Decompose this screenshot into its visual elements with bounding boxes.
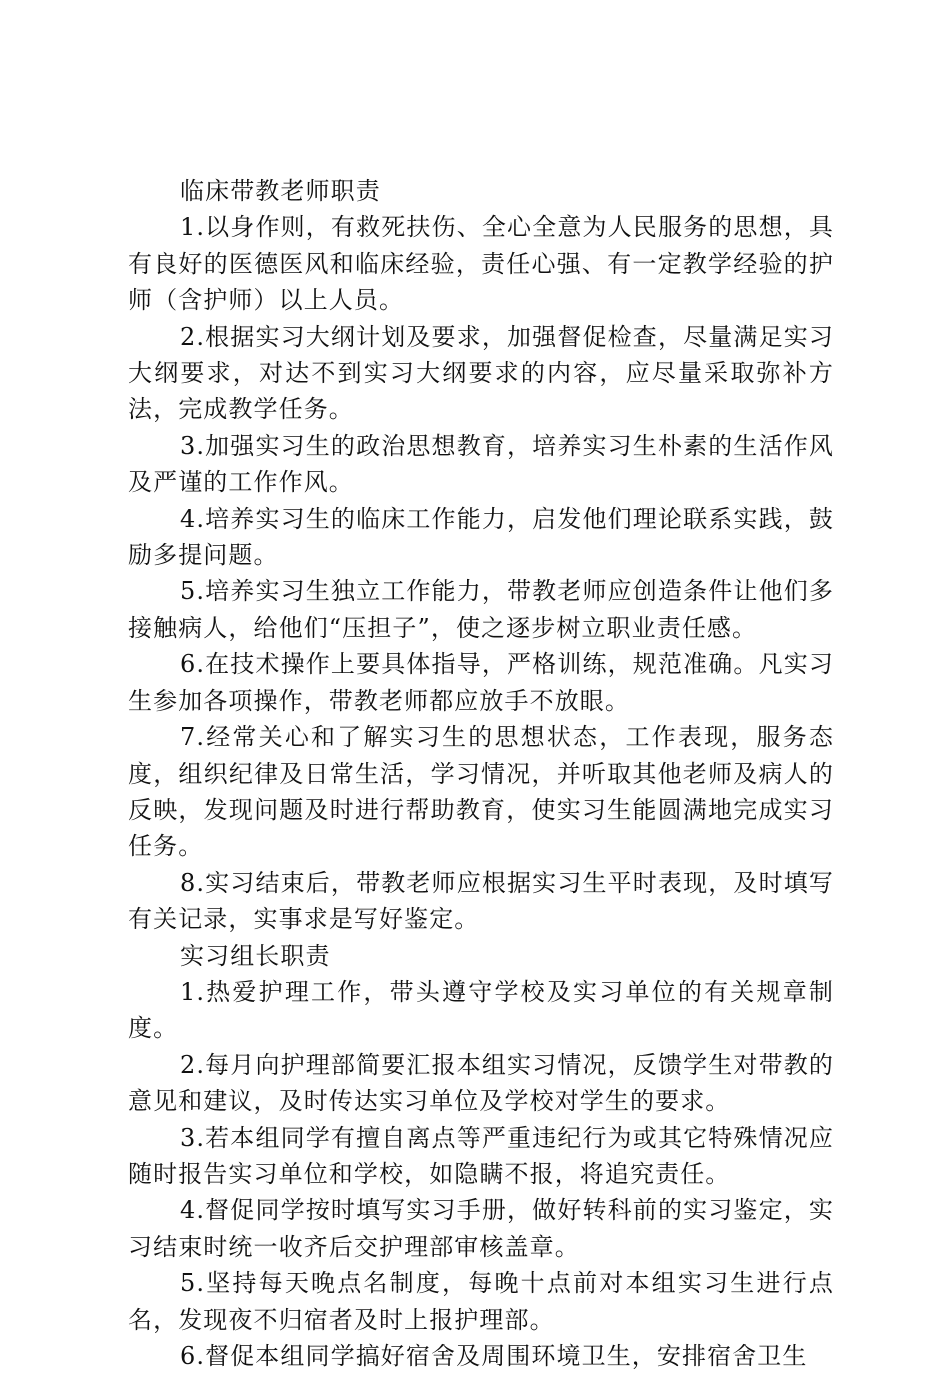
teacher-duty-item-1: 1.以身作则，有救死扶伤、全心全意为人民服务的思想，具有良好的医德医风和临床经验，责任心强、有一定教学经验的护师（含护师）以上人员。: [128, 213, 834, 315]
leader-duty-item-1: 1.热爱护理工作，带头遵守学校及实习单位的有关规章制度。: [128, 977, 834, 1043]
teacher-duty-item-8: 8.实习结束后，带教老师应根据实习生平时表现，及时填写有关记录，实事求是写好鉴定。: [128, 868, 834, 934]
teacher-duty-item-3: 3.加强实习生的政治思想教育，培养实习生朴素的生活作风及严谨的工作作风。: [128, 431, 834, 497]
teacher-duty-item-4: 4.培养实习生的临床工作能力，启发他们理论联系实践，鼓励多提问题。: [128, 504, 834, 570]
leader-duty-item-4: 4.督促同学按时填写实习手册，做好转科前的实习鉴定，实习结束时统一收齐后交护理部审核盖章。: [128, 1196, 834, 1261]
leader-duty-item-3: 3.若本组同学有擅自离点等严重违纪行为或其它特殊情况应随时报告实习单位和学校，如隐瞒不报，将追究责任。: [128, 1123, 834, 1188]
section-title-group-leader-duties: 实习组长职责: [180, 941, 331, 970]
teacher-duty-item-2: 2.根据实习大纲计划及要求，加强督促检查，尽量满足实习大纲要求，对达不到实习大纲要求的内容，应尽量采取弥补方法，完成教学任务。: [128, 322, 834, 424]
section-title-teacher-duties: 临床带教老师职责: [180, 177, 381, 205]
teacher-duty-item-5: 5.培养实习生独立工作能力，带教老师应创造条件让他们多接触病人，给他们“压担子”，使之逐步树立职业责任感。: [128, 577, 834, 642]
teacher-duty-item-7: 7.经常关心和了解实习生的思想状态，工作表现，服务态度，组织纪律及日常生活，学习情况，并听取其他老师及病人的反映，发现问题及时进行帮助教育，使实习生能圆满地完成实习任务。: [128, 723, 834, 861]
leader-duty-item-5: 5.坚持每天晚点名制度，每晚十点前对本组实习生进行点名，发现夜不归宿者及时上报护理部。: [128, 1269, 834, 1334]
leader-duty-item-6: 6.督促本组同学搞好宿舍及周围环境卫生，安排宿舍卫生: [180, 1342, 808, 1370]
leader-duty-item-2: 2.每月向护理部简要汇报本组实习情况，反馈学生对带教的意见和建议，及时传达实习单位及学校对学生的要求。: [128, 1050, 834, 1116]
document-body: [128, 173, 834, 1374]
teacher-duty-item-6: 6.在技术操作上要具体指导，严格训练，规范准确。凡实习生参加各项操作，带教老师都应放手不放眼。: [128, 650, 834, 715]
